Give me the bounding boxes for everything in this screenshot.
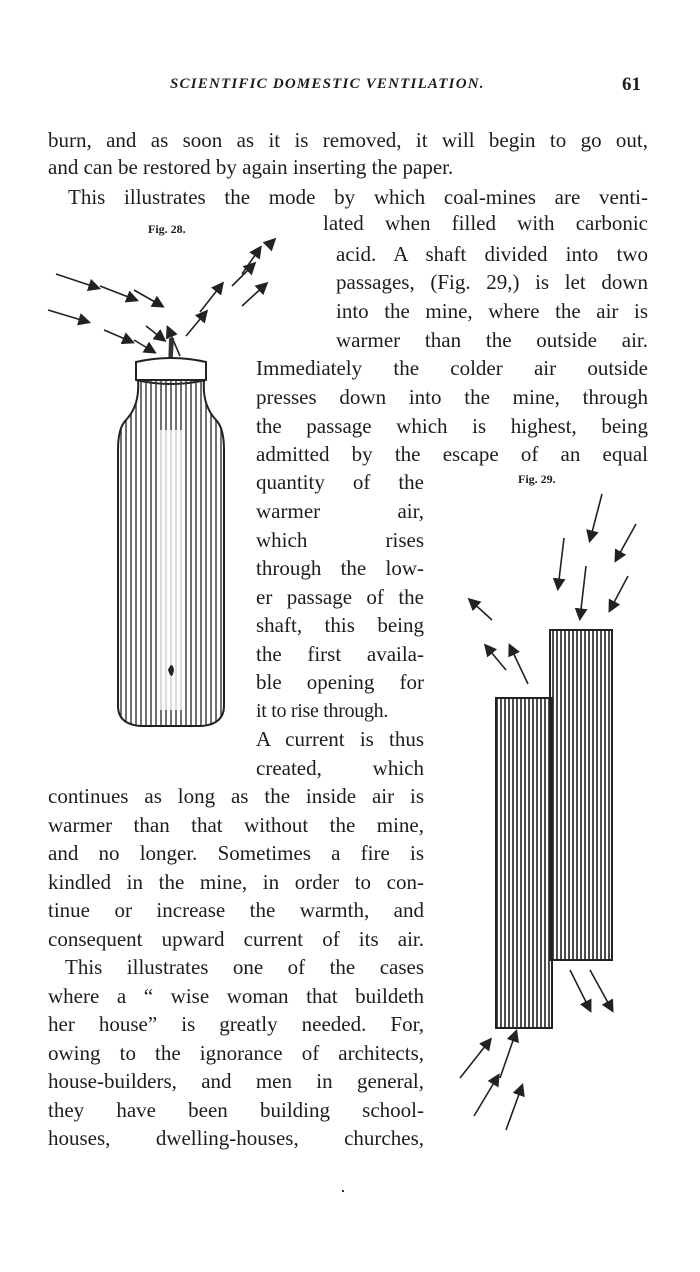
figure-28-bottle-illustration: [40, 230, 280, 740]
text-line: ble opening for: [256, 670, 424, 694]
text-line: kindled in the mine, in order to con-: [48, 870, 424, 894]
text-line: warmer than the outside air.: [336, 328, 648, 352]
text-line: which rises: [256, 528, 424, 552]
running-header-title: SCIENTIFIC DOMESTIC VENTILATION.: [170, 76, 485, 92]
text-line: acid. A shaft divided into two: [336, 242, 648, 266]
text-line: A current is thus: [256, 727, 424, 751]
text-line: This illustrates the mode by which coal-mines are venti-: [68, 185, 648, 209]
figure-29-mine-shaft-illustration: [440, 480, 660, 1150]
text-line: passages, (Fig. 29,) is let down: [336, 270, 648, 294]
text-line: warmer than that without the mine,: [48, 813, 424, 837]
text-line: This illustrates one of the cases: [65, 955, 424, 979]
text-line: burn, and as soon as it is removed, it will begin to go out,: [48, 128, 648, 152]
text-line: it to rise through.: [256, 700, 389, 722]
text-line: through the low-: [256, 556, 424, 580]
text-line: houses, dwelling-houses, churches,: [48, 1126, 424, 1150]
printer-mark: [342, 1190, 344, 1192]
figure-28-label: Fig. 28.: [148, 222, 186, 236]
text-line: her house” is greatly needed. For,: [48, 1012, 424, 1036]
figure-29-label: Fig. 29.: [518, 472, 556, 486]
text-line: where a “ wise woman that buildeth: [48, 984, 424, 1008]
text-line: created, which: [256, 756, 424, 780]
text-line: they have been building school-: [48, 1098, 424, 1122]
air-flow-arrows: [48, 240, 274, 356]
text-line: quantity of the: [256, 470, 424, 494]
text-line: the first availa-: [256, 642, 424, 666]
text-line: warmer air,: [256, 499, 424, 523]
text-line: lated when filled with carbonic: [323, 211, 648, 235]
text-line: house-builders, and men in general,: [48, 1069, 424, 1093]
text-line: owing to the ignorance of architects,: [48, 1041, 424, 1065]
text-line: presses down into the mine, through: [256, 385, 648, 409]
text-line: admitted by the escape of an equal: [256, 442, 648, 466]
page-number: 61: [622, 74, 641, 95]
text-line: shaft, this being: [256, 613, 424, 637]
text-line: Immediately the colder air outside: [256, 356, 648, 380]
text-line: and no longer. Sometimes a fire is: [48, 841, 424, 865]
text-line: continues as long as the inside air is: [48, 784, 424, 808]
text-line: consequent upward current of its air.: [48, 927, 424, 951]
text-line: tinue or increase the warmth, and: [48, 898, 424, 922]
text-line: into the mine, where the air is: [336, 299, 648, 323]
text-line: er passage of the: [256, 585, 424, 609]
text-line: the passage which is highest, being: [256, 414, 648, 438]
text-line: and can be restored by again inserting the paper.: [48, 155, 454, 179]
